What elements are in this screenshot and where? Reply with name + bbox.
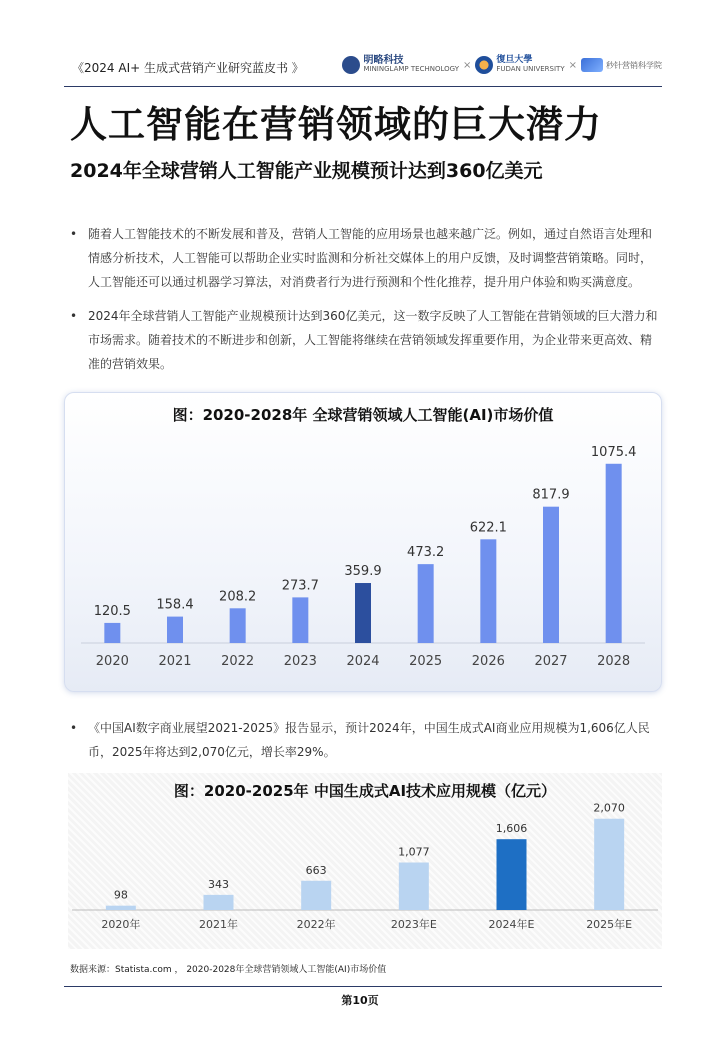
x-tick-label: 2024年E [488, 918, 535, 931]
bullet-item: • 2024年全球营销人工智能产业规模预计达到360亿美元，这一数字反映了人工智能在营销领域的巨大潜力和市场需求。随着技术的不断进步和创新，人工智能将继续在营销领域发挥重要作用，为企业带来更高效、精准的营销效果。 [70, 304, 660, 376]
x-tick-label: 2028 [597, 654, 631, 669]
x-tick-label: 2020 [95, 654, 129, 669]
fudan-seal-icon [475, 56, 493, 74]
chart-canvas [65, 393, 661, 691]
miaozhen-logo [581, 58, 662, 72]
bar [418, 564, 434, 643]
highlight-bar [355, 583, 371, 643]
x-tick-label: 2026 [471, 654, 505, 669]
data-label: 120.5 [93, 603, 131, 619]
x-tick-label: 2022 [221, 654, 255, 669]
logo-separator: × [568, 59, 577, 71]
data-source-note: 数据来源：Statista.com ， 2020-2028年全球营销领域人工智能(AI)市场价值 [70, 965, 387, 975]
data-label: 1,606 [495, 822, 528, 836]
x-tick-label: 2021 [158, 654, 192, 669]
header-divider [64, 86, 662, 87]
highlight-bar [497, 839, 527, 910]
fudan-logo [475, 56, 564, 74]
data-label: 473.2 [407, 545, 445, 561]
bar [480, 539, 496, 643]
data-label: 98 [113, 888, 128, 902]
x-tick-label: 2024 [346, 654, 380, 669]
data-label: 1075.4 [590, 444, 637, 460]
data-label: 622.1 [469, 520, 507, 536]
bar [230, 608, 246, 643]
mingluo-logo-subtext: MININGLAMP TECHNOLOGY [363, 65, 459, 73]
miaozhen-wave-icon [581, 58, 603, 72]
mingluo-logo-icon [342, 56, 360, 74]
data-label: 2,070 [593, 801, 625, 815]
logo-separator: × [462, 59, 472, 71]
x-tick-label: 2022年 [296, 918, 336, 931]
bullet-list [70, 222, 660, 386]
bar [543, 507, 559, 643]
partner-logos [342, 56, 662, 74]
data-label: 273.7 [281, 578, 319, 594]
miaozhen-logo-text: 秒针营销科学院 [606, 60, 662, 70]
china-genai-scale-chart [68, 773, 662, 949]
bar [292, 597, 308, 643]
bar [399, 863, 429, 910]
page-title: 人工智能在营销领域的巨大潜力 [70, 103, 602, 146]
bar [594, 819, 624, 910]
data-label: 817.9 [532, 487, 570, 503]
data-label: 158.4 [156, 597, 194, 613]
global-ai-market-chart [64, 392, 662, 692]
mingluo-logo-text: 明略科技 [363, 55, 404, 66]
x-tick-label: 2023年E [390, 918, 437, 931]
document-title: 《2024 AI+ 生成式营销产业研究蓝皮书 》 [72, 61, 304, 75]
x-tick-label: 2025 [409, 654, 443, 669]
bar [104, 623, 120, 643]
bar [167, 617, 183, 643]
bullet-item: • 《中国AI数字商业展望2021-2025》报告显示，预计2024年，中国生成式AI商业应用规模为1,606亿人民币，2025年将达到2,070亿元，增长率29%。 [70, 716, 660, 764]
page-number: 第10页 [341, 994, 379, 1007]
x-tick-label: 2020年 [101, 918, 141, 931]
chart-title: 图：2020-2025年 中国生成式AI技术应用规模（亿元） [173, 782, 557, 800]
chart-canvas [68, 773, 662, 949]
data-label: 663 [305, 863, 327, 877]
chart-title: 图：2020-2028年 全球营销领域人工智能(AI)市场价值 [172, 406, 554, 424]
x-tick-label: 2025年E [586, 918, 633, 931]
data-label: 1,077 [398, 845, 430, 859]
x-tick-label: 2021年 [199, 918, 238, 931]
bullet-list [70, 716, 660, 774]
data-label: 343 [208, 877, 229, 891]
bullet-item: • 随着人工智能技术的不断发展和普及，营销人工智能的应用场景也越来越广泛。例如，通过自然语言处理和情感分析技术，人工智能可以帮助企业实时监测和分析社交媒体上的用户反馈，及时调整营销策略。同时，人工智能还可以通过机器学习算法，对消费者行为进行预测和个性化推荐，提升用户体验和购买满意度。 [70, 222, 660, 294]
fudan-logo-subtext: FUDAN UNIVERSITY [496, 65, 565, 73]
mingluo-logo [342, 56, 459, 74]
page-subtitle: 2024年全球营销人工智能产业规模预计达到360亿美元 [70, 160, 543, 182]
bar [606, 464, 622, 643]
bar [301, 881, 331, 910]
fudan-logo-text: 復旦大學 [496, 55, 533, 65]
bar [204, 895, 234, 910]
x-tick-label: 2027 [534, 654, 568, 669]
footer-divider [64, 986, 662, 987]
x-tick-label: 2023 [283, 654, 317, 669]
bar [106, 906, 136, 910]
page-header [64, 52, 662, 86]
data-label: 208.2 [219, 589, 257, 605]
data-label: 359.9 [344, 564, 382, 580]
